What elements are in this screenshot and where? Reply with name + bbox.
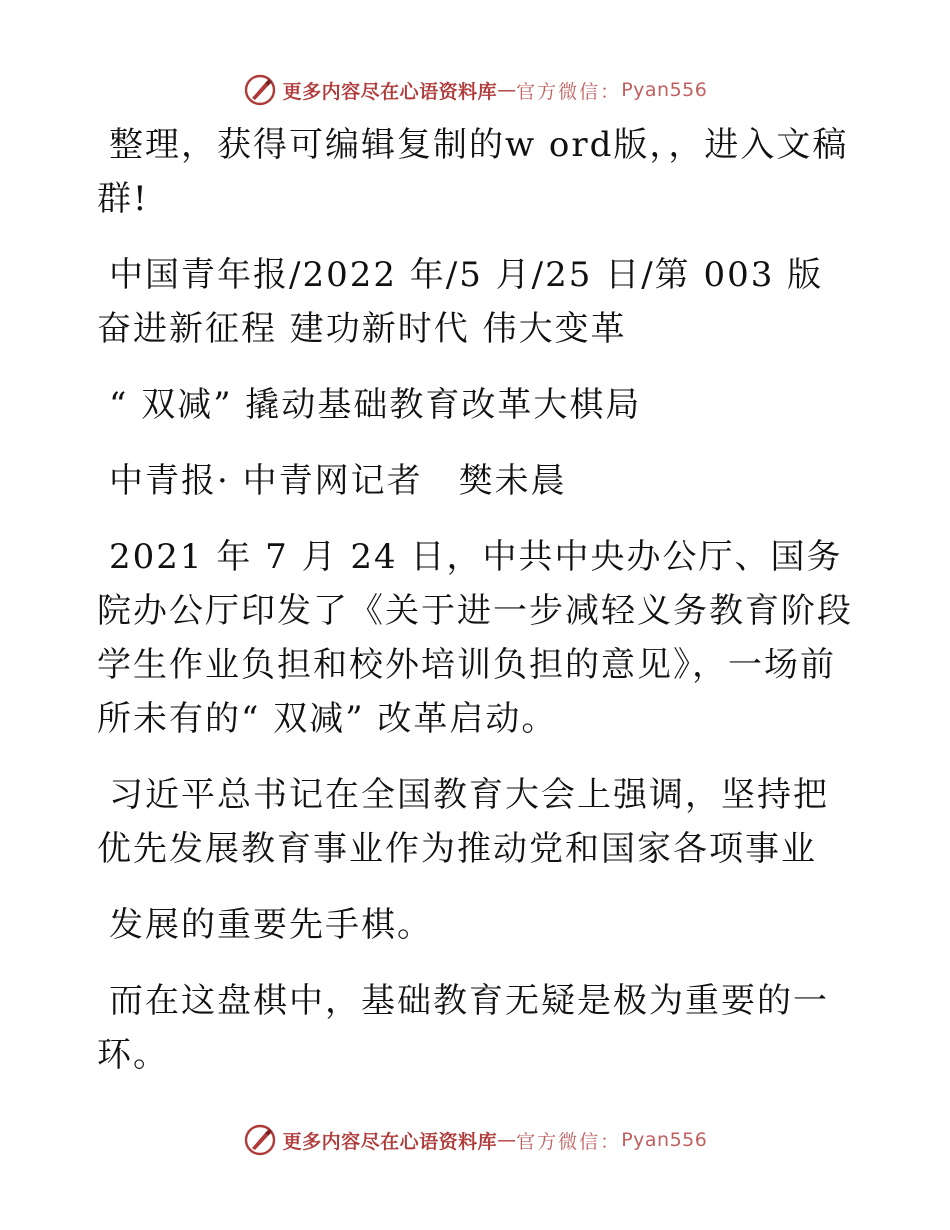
header-banner xyxy=(0,70,950,110)
banner-wechat-label: 官方微信： xyxy=(516,1130,622,1153)
paragraph-body-1: 2021 年 7 月 24 日，中共中央办公厅、国务院办公厅印发了《关于进一步减轻义务教育阶段学生作业负担和校外培训负担的意见》，一场前所未有的“ 双减” 改革启动。 xyxy=(97,537,853,739)
paragraph-intro: 整理，获得可编辑复制的w ord版，，进入文稿群! xyxy=(97,125,849,219)
paragraph-source: 中国青年报/2022 年/5 月/25 日/第 003 版奋进新征程 建功新时代 伟大变革 xyxy=(97,255,824,349)
pen-logo-icon xyxy=(243,1123,277,1157)
paragraph-body-2: 习近平总书记在全国教育大会上强调，坚持把优先发展教育事业作为推动党和国家各项事业 xyxy=(97,775,829,869)
banner-text: 更多内容尽在心语资料库 xyxy=(282,80,498,103)
banner-text: 更多内容尽在心语资料库 xyxy=(282,1130,498,1153)
article-byline: 中青报· 中青网记者 樊未晨 xyxy=(109,461,567,501)
footer-banner xyxy=(0,1120,950,1160)
pen-logo-icon xyxy=(243,73,277,107)
banner-wechat-id: Pyan556 xyxy=(621,79,708,101)
banner-dash: — xyxy=(497,79,517,101)
banner-wechat-label: 官方微信： xyxy=(516,80,622,103)
document-body xyxy=(97,118,857,1104)
paragraph-body-4: 而在这盘棋中，基础教育无疑是极为重要的一环。 xyxy=(97,981,829,1075)
banner-dash: — xyxy=(497,1129,517,1151)
banner-wechat-id: Pyan556 xyxy=(621,1129,708,1151)
paragraph-body-3: 发展的重要先手棋。 xyxy=(109,905,433,945)
article-title: “ 双减” 撬动基础教育改革大棋局 xyxy=(109,385,642,425)
